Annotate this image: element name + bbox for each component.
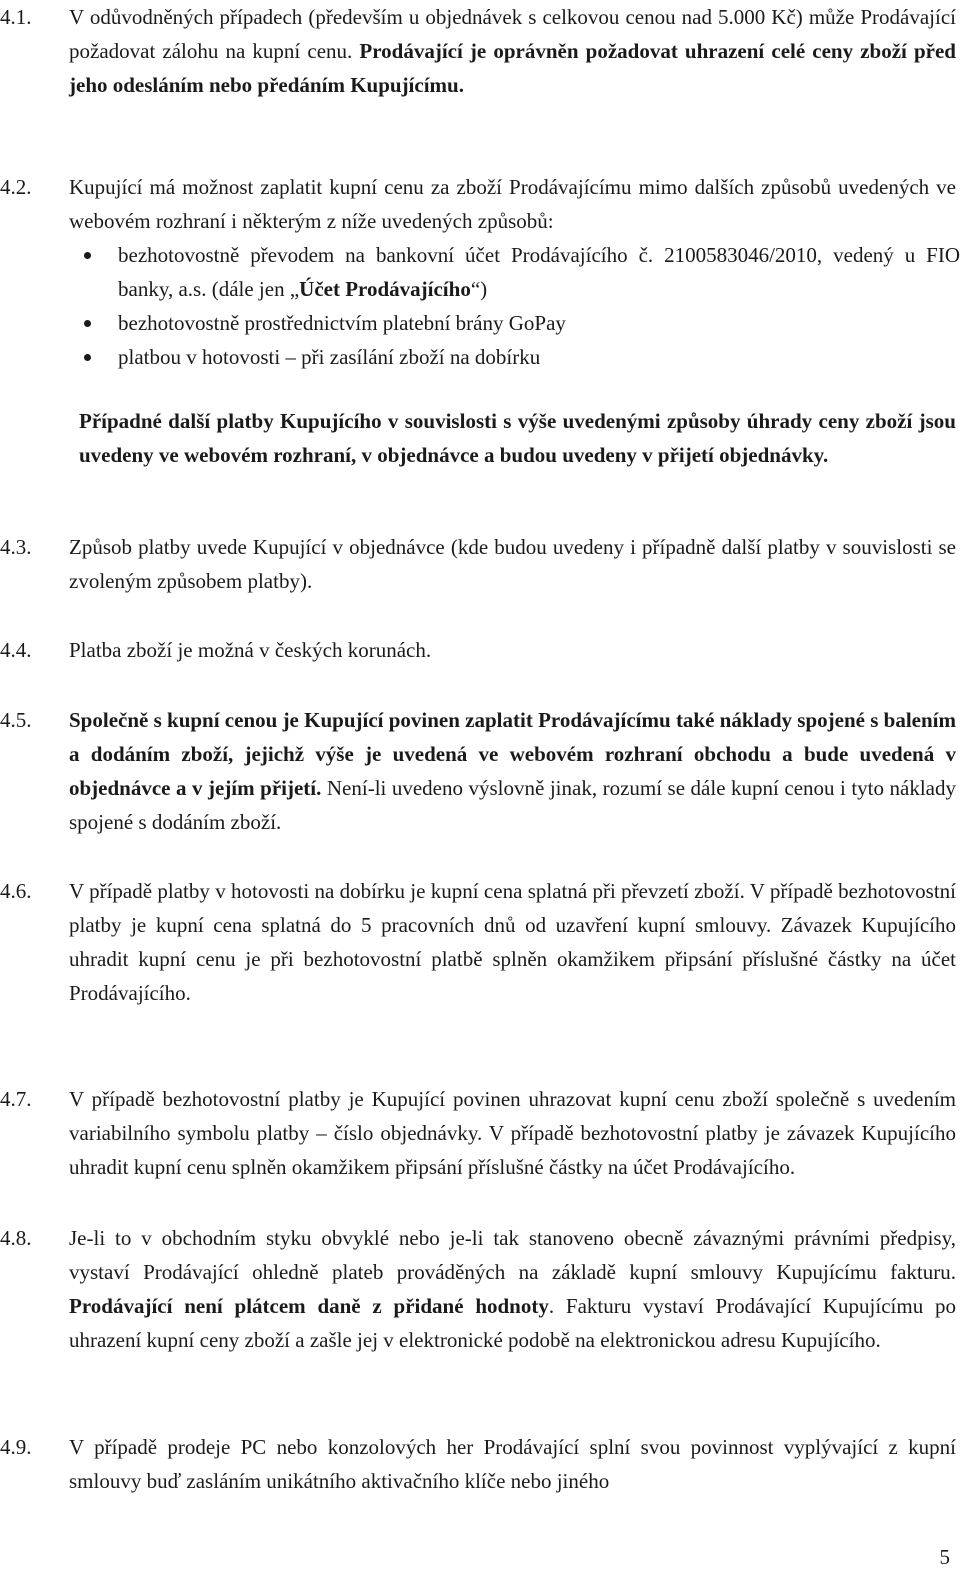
section-text-regular-end: . Fakturu vystaví Prodávající Kupujícímu po uhrazení kupní ceny zboží a zašle jej v elektronické podobě na elektronickou adresu Kupujícího. xyxy=(69,1294,956,1352)
bullet-icon xyxy=(84,354,91,361)
section-number: 4.7. xyxy=(0,1087,32,1111)
section-text-regular: V odůvodněných případech (především u objednávek s celkovou cenou nad 5.000 Kč) může Prodávající požadovat zálohu na kupní cenu. xyxy=(69,5,956,63)
additional-payments-note: Případné další platby Kupujícího v souvislosti s výše uvedenými způsoby úhrady ceny zboží jsou uvedeny ve webovém rozhraní, v objednávce a budou uvedeny v přijetí objednávky. xyxy=(79,409,956,467)
list-item-text: bezhotovostně prostřednictvím platební brány GoPay xyxy=(118,311,566,335)
list-item-text: bezhotovostně převodem na bankovní účet Prodávajícího č. 2100583046/2010, vedený u FIO banky, a.s. (dále jen „ xyxy=(118,243,960,301)
section-number: 4.3. xyxy=(0,535,32,559)
section-text-regular: Je-li to v obchodním styku obvyklé nebo je-li tak stanoveno obecně závaznými právními předpisy, vystaví Prodávající ohledně plateb prováděných na základě kupní smlouvy Kupujícímu fakturu. xyxy=(69,1226,956,1284)
payment-methods-list xyxy=(69,238,960,374)
bullet-icon xyxy=(84,252,91,259)
page-number: 5 xyxy=(939,1545,950,1569)
section-text xyxy=(69,703,956,839)
section-text-regular: Není-li uvedeno výslovně jinak, rozumí se dále kupní cenou i tyto náklady spojené s dodáním zboží. xyxy=(69,776,956,834)
section-text xyxy=(69,0,956,102)
section-number: 4.8. xyxy=(0,1226,32,1250)
section-number: 4.1. xyxy=(0,5,32,29)
list-item-text-end: “) xyxy=(470,277,488,301)
bullet-icon xyxy=(84,320,91,327)
list-item xyxy=(69,340,960,374)
section-text: Způsob platby uvede Kupující v objednávce (kde budou uvedeny i případně další platby v souvislosti se zvoleným způsobem platby). xyxy=(69,535,956,593)
section-text: V případě bezhotovostní platby je Kupující povinen uhrazovat kupní cenu zboží společně s uvedením variabilního symbolu platby – číslo objednávky. V případě bezhotovostní platby je závazek Kupujícího uhradit kupní cenu splněn okamžikem připsání příslušné částky na účet Prodávajícího. xyxy=(69,1087,956,1179)
section-text: V případě prodeje PC nebo konzolových her Prodávající splní svou povinnost vyplývající z kupní smlouvy buď zasláním unikátního aktivačního klíče nebo jiného xyxy=(69,1435,956,1493)
section-number: 4.2. xyxy=(0,175,32,199)
section-text: Kupující má možnost zaplatit kupní cenu za zboží Prodávajícímu mimo dalších způsobů uvedených ve webovém rozhraní i některým z níže uvedených způsobů: xyxy=(69,175,956,233)
section-text: Platba zboží je možná v českých korunách. xyxy=(69,638,432,662)
section-text: V případě platby v hotovosti na dobírku je kupní cena splatná při převzetí zboží. V případě bezhotovostní platby je kupní cena splatná do 5 pracovních dnů od uzavření kupní smlouvy. Závazek Kupujícího uhradit kupní cenu je při bezhotovostní platbě splněn okamžikem připsání příslušné částky na účet Prodávajícího. xyxy=(69,879,956,1005)
list-item-text: platbou v hotovosti – při zasílání zboží na dobírku xyxy=(118,345,541,369)
section-text xyxy=(69,1221,956,1357)
section-text-bold: Prodávající je oprávněn požadovat uhrazení celé ceny zboží před jeho odesláním nebo předáním Kupujícímu. xyxy=(69,39,956,97)
section-number: 4.6. xyxy=(0,879,32,903)
section-number: 4.9. xyxy=(0,1435,32,1459)
section-number: 4.5. xyxy=(0,708,32,732)
section-number: 4.4. xyxy=(0,638,32,662)
section-text-bold: Společně s kupní cenou je Kupující povinen zaplatit Prodávajícímu také náklady spojené s balením a dodáním zboží, jejichž výše je uvedená ve webovém rozhraní obchodu a bude uvedená v objednávce a v jejím přijetí. xyxy=(69,708,956,800)
list-item xyxy=(69,306,960,340)
section-text-bold: Prodávající není plátcem daně z přidané hodnoty xyxy=(69,1294,549,1318)
list-item-bold-term: Účet Prodávajícího xyxy=(299,277,471,301)
list-item xyxy=(69,238,960,306)
